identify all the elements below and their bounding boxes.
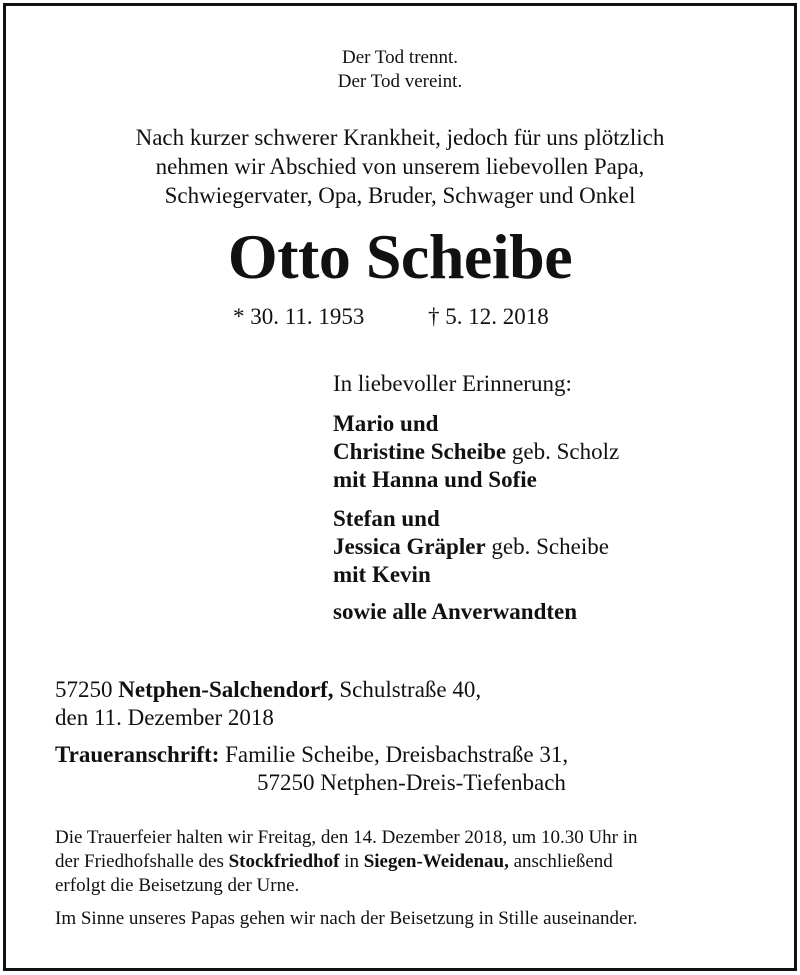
family-group-2 xyxy=(333,505,609,589)
funeral-line: Die Trauerfeier halten wir Freitag, den 14. Dezember 2018, um 10.30 Uhr in xyxy=(55,827,638,848)
funeral-info xyxy=(55,826,638,898)
maiden-name: geb. Scholz xyxy=(506,439,620,464)
intro-line: Schwiegervater, Opa, Bruder, Schwager und Onkel xyxy=(164,183,636,208)
notice-date: den 11. Dezember 2018 xyxy=(55,705,274,730)
family-name-line: mit Hanna und Sofie xyxy=(333,467,537,492)
closing-line: Im Sinne unseres Papas gehen wir nach der Beisetzung in Stille auseinander. xyxy=(55,908,638,929)
place-and-date xyxy=(55,676,481,732)
relatives-line xyxy=(333,598,577,626)
mourning-address-line: 57250 Netphen-Dreis-Tiefenbach xyxy=(257,770,566,795)
motto-line: Der Tod trennt. xyxy=(342,47,458,68)
motto xyxy=(0,46,800,94)
funeral-line: erfolgt die Beisetzung der Urne. xyxy=(55,875,300,896)
funeral-line: anschließend xyxy=(508,851,613,872)
intro-line: nehmen wir Abschied von unserem liebevollen Papa, xyxy=(155,154,645,179)
town: Netphen-Salchendorf, xyxy=(118,677,334,702)
deceased-name: Otto Scheibe xyxy=(227,221,573,292)
street: Schulstraße 40, xyxy=(333,677,482,702)
family-name-line: Stefan und xyxy=(333,506,440,531)
mourning-address-label: Traueranschrift: xyxy=(55,742,220,767)
mourning-address-line: Familie Scheibe, Dreisbachstraße 31, xyxy=(219,742,569,767)
intro-line: Nach kurzer schwerer Krankheit, jedoch für uns plötzlich xyxy=(135,125,665,150)
zip: 57250 xyxy=(55,677,119,702)
birth-date: * 30. 11. 1953 xyxy=(233,304,365,329)
cemetery-place: Siegen-Weidenau, xyxy=(363,851,509,872)
intro-text xyxy=(0,123,800,210)
cemetery-name: Stockfriedhof xyxy=(228,851,340,872)
memory-heading: In liebevoller Erinnerung: xyxy=(333,371,572,396)
maiden-name: geb. Scheibe xyxy=(485,534,609,559)
mourning-address xyxy=(55,741,568,797)
family-name-line: mit Kevin xyxy=(333,562,431,587)
motto-line: Der Tod vereint. xyxy=(337,71,463,92)
family-name-line: Mario und xyxy=(333,411,439,436)
family-name-line: Jessica Gräpler xyxy=(333,534,486,559)
funeral-line: in xyxy=(339,851,364,872)
relatives-text: sowie alle Anverwandten xyxy=(333,599,578,624)
family-name-line: Christine Scheibe xyxy=(333,439,507,464)
family-group-1 xyxy=(333,410,619,494)
death-date: † 5. 12. 2018 xyxy=(428,304,549,329)
funeral-line: der Friedhofshalle des xyxy=(55,851,229,872)
